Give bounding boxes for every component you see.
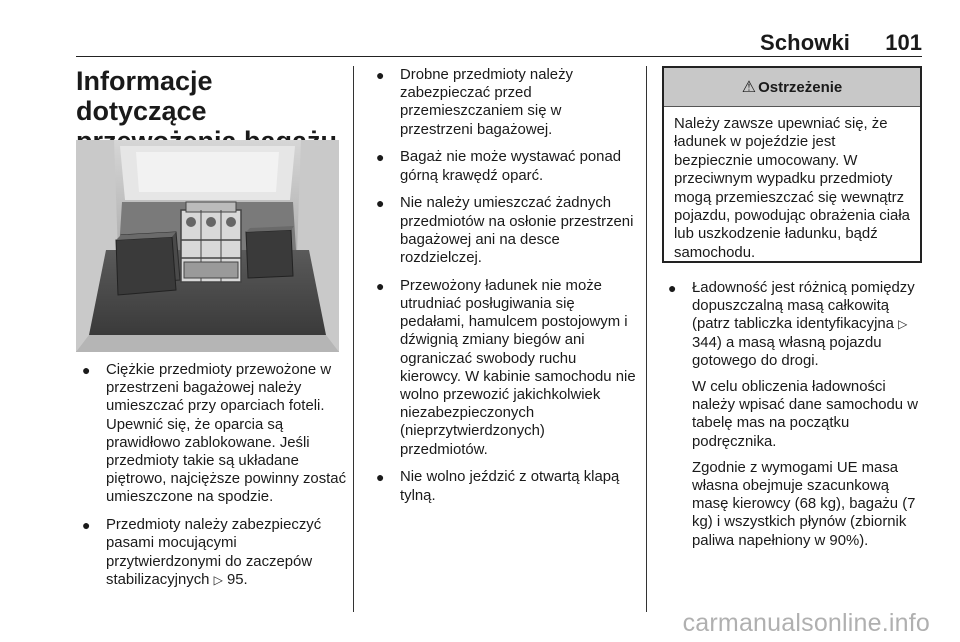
list-item-text: Ładowność jest różnicą pomiędzy dopuszczalną masą całkowitą (patrz tabliczka identyfikacyjna (692, 280, 915, 333)
bullet-dot: ● (376, 277, 385, 294)
list-item (662, 279, 926, 550)
list-item (370, 194, 636, 267)
page-reference-arrow-icon: ▷ (213, 572, 223, 587)
page-reference-arrow-icon: ▷ (898, 317, 908, 332)
list-item (370, 468, 636, 504)
paragraph (692, 279, 926, 370)
list-item (76, 361, 348, 507)
warning-body: Należy zawsze upewniać się, że ładunek w pojeździe jest bezpiecznie umocowany. W przeciwnym wypadku przedmioty mogą przemieszczać się wewnątrz pojazdu, powodując obrażenia ciała lub uszkodzenie ładunku, bądź samochodu. (674, 116, 910, 261)
bullet-dot: ● (376, 195, 385, 212)
header-rule (76, 56, 922, 57)
page-reference[interactable]: 344) a masą własną pojazdu gotowego do drogi. (692, 334, 882, 369)
paragraph: W celu obliczenia ładowności należy wpisać dane samochodu w tabelę mas na początku podręcznika. (692, 379, 918, 450)
luggage-compartment-photo (76, 140, 339, 352)
list-item-text: Przedmioty należy zabezpieczyć pasami mocującymi przytwierdzonymi do zaczepów stabilizacyjnych (106, 517, 322, 588)
list-item-text: Nie należy umieszczać żadnych przedmiotów na osłonie przestrzeni bagażowej ani na desce rozdzielczej. (400, 195, 634, 267)
bullet-dot: ● (82, 362, 91, 378)
page-reference[interactable]: 95. (226, 571, 248, 588)
bullet-dot: ● (376, 469, 385, 486)
list-item-text: Drobne przedmioty należy zabezpieczać przed przemieszczaniem się w przestrzeni bagażowej. (400, 67, 573, 138)
luggage-photo-illustration (76, 140, 339, 352)
column-1-list (76, 361, 348, 599)
list-item-text: Bagaż nie może wystawać ponad górną krawędź oparć. (400, 149, 622, 184)
list-item (370, 148, 636, 184)
list-item (370, 277, 636, 459)
bullet-dot: ● (376, 149, 385, 166)
column-divider (353, 66, 354, 612)
bullet-dot: ● (82, 517, 91, 534)
warning-title: Ostrzeżenie (758, 78, 843, 96)
list-item-text: Przewożony ładunek nie może utrudniać posługiwania się pedałami, hamulcem postojowym i dźwignią zmiany biegów ani ograniczać swobody ruchu kierowcy. W kabinie samochodu nie wolno przewozić jakichkolwiek niezabezpieczonych (nieprzytwierdzonych) przedmiotów. (400, 277, 636, 458)
bullet-dot: ● (376, 67, 385, 83)
warning-triangle-icon: ⚠ (741, 79, 757, 96)
column-3-list (662, 279, 926, 559)
paragraph: Zgodnie z wymogami UE masa własna obejmuje szacunkową masę kierowcy (68 kg), bagażu (7 kg) i wszystkich płynów (zbiornik paliwa napełniony w 90%). (692, 459, 916, 549)
column-divider (646, 66, 647, 612)
running-header-title: Schowki (760, 30, 850, 55)
list-item (370, 66, 636, 139)
column-2-list (370, 66, 636, 514)
warning-header (664, 68, 920, 107)
list-item-text: Nie wolno jeździć z otwartą klapą tylną. (400, 469, 620, 504)
list-item (76, 516, 348, 589)
watermark: carmanualsonline.info (682, 609, 930, 637)
section-title: Informacje dotyczące (76, 66, 213, 126)
list-item-text: Ciężkie przedmioty przewożone w przestrzeni bagażowej należy umieszczać przy oparciach foteli. Upewnić się, że oparcia są prawidłowo zablokowane. Jeśli przedmioty takie są układane piętrowo, najcięższe powinny zostać umieszczone na spodzie. (106, 362, 347, 506)
warning-box (662, 66, 922, 263)
bullet-dot: ● (668, 280, 677, 296)
page-number: 101 (885, 30, 922, 55)
